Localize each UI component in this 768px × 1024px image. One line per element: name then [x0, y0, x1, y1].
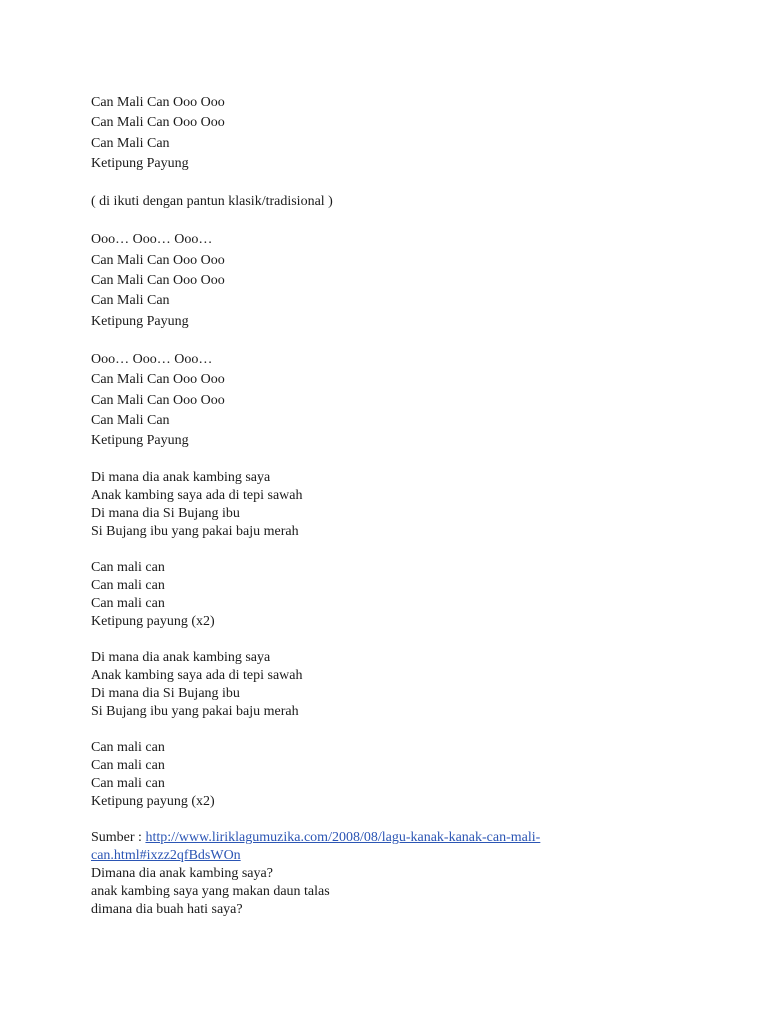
- lyric-line: Di mana dia Si Bujang ibu: [91, 686, 240, 702]
- lyric-note: ( di ikuti dengan pantun klasik/tradisional ): [91, 194, 333, 210]
- lyric-line: Di mana dia Si Bujang ibu: [91, 506, 240, 522]
- lyric-line: Ketipung Payung: [91, 433, 189, 449]
- lyric-line: Ooo… Ooo… Ooo…: [91, 232, 213, 248]
- lyric-line: Can mali can: [91, 560, 165, 576]
- stanza: [91, 469, 711, 541]
- lyric-line: Can Mali Can: [91, 412, 170, 428]
- stanza: [91, 350, 711, 451]
- lyric-line: Can Mali Can Ooo Ooo: [91, 273, 225, 289]
- stanza-gap: [91, 332, 711, 350]
- lyric-line: Can Mali Can Ooo Ooo: [91, 372, 225, 388]
- lyric-line: Anak kambing saya ada di tepi sawah: [91, 668, 303, 684]
- stanza: [91, 230, 711, 331]
- lyric-line: Can mali can: [91, 758, 165, 774]
- stanza: [91, 93, 711, 174]
- stanza: [91, 192, 711, 212]
- lyrics-document: [91, 93, 711, 919]
- lyric-line: Can mali can: [91, 596, 165, 612]
- lyric-line: Can mali can: [91, 740, 165, 756]
- stanza-gap: [91, 541, 711, 559]
- lyric-line: Can Mali Can: [91, 135, 170, 151]
- lyric-line: Can mali can: [91, 578, 165, 594]
- source-link-continued[interactable]: can.html#ixzz2qfBdsWOn: [91, 848, 241, 864]
- source-label: Sumber :: [91, 830, 146, 846]
- lyric-line: Ketipung payung (x2): [91, 614, 215, 630]
- lyric-line: Di mana dia anak kambing saya: [91, 650, 271, 666]
- lyric-line: Ketipung Payung: [91, 313, 189, 329]
- stanza-gap: [91, 811, 711, 829]
- lyric-line: Ketipung payung (x2): [91, 794, 215, 810]
- lyric-line: Si Bujang ibu yang pakai baju merah: [91, 524, 299, 540]
- closing-line: anak kambing saya yang makan daun talas: [91, 884, 330, 900]
- stanza-gap: [91, 451, 711, 469]
- lyric-line: Si Bujang ibu yang pakai baju merah: [91, 704, 299, 720]
- stanza-gap: [91, 212, 711, 230]
- lyric-line: Anak kambing saya ada di tepi sawah: [91, 488, 303, 504]
- lyric-line: Can mali can: [91, 776, 165, 792]
- stanza-gap: [91, 721, 711, 739]
- stanza: [91, 559, 711, 631]
- closing-line: Dimana dia anak kambing saya?: [91, 866, 273, 882]
- stanza: [91, 739, 711, 811]
- lyric-line: Can Mali Can: [91, 293, 170, 309]
- lyric-line: Ooo… Ooo… Ooo…: [91, 351, 213, 367]
- stanza-gap: [91, 174, 711, 192]
- lyrics-section-pantun: [91, 469, 711, 919]
- lyric-line: Can Mali Can Ooo Ooo: [91, 252, 225, 268]
- stanza-gap: [91, 631, 711, 649]
- source-line: [91, 829, 711, 847]
- lyric-line: Can Mali Can Ooo Ooo: [91, 115, 225, 131]
- lyric-line: Ketipung Payung: [91, 155, 189, 171]
- lyric-line: Can Mali Can Ooo Ooo: [91, 392, 225, 408]
- lyric-line: Can Mali Can Ooo Ooo: [91, 95, 225, 110]
- source-block: [91, 829, 711, 919]
- closing-line: dimana dia buah hati saya?: [91, 902, 243, 918]
- stanza: [91, 649, 711, 721]
- lyric-line: Di mana dia anak kambing saya: [91, 470, 271, 486]
- lyrics-section-chorus: [91, 93, 711, 451]
- source-link[interactable]: http://www.liriklagumuzika.com/2008/08/lagu-kanak-kanak-can-mali-: [145, 830, 541, 846]
- source-line: [91, 847, 711, 865]
